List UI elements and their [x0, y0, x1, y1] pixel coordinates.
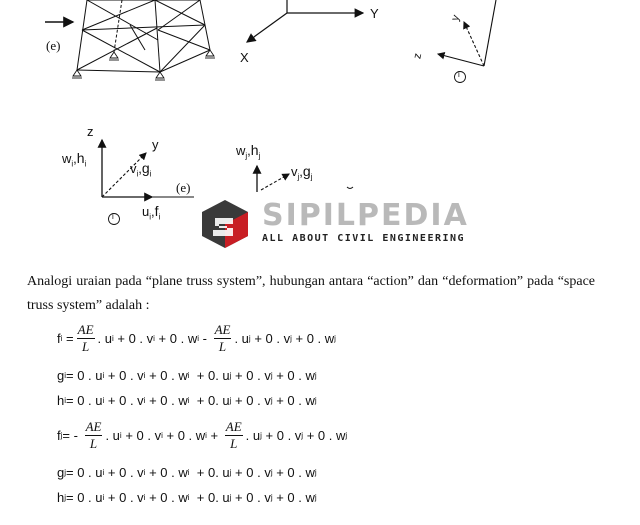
eq-sub: j: [314, 468, 317, 477]
vj-dashed-arrow: [261, 174, 289, 190]
equation-gj: [57, 465, 317, 480]
eq-lhs: f: [57, 331, 61, 346]
eq-term: + 0 . w: [145, 465, 188, 480]
eq-term: = 0 . u: [66, 465, 103, 480]
eq-term: + 0 . v: [113, 331, 154, 346]
node-i-label: i: [112, 212, 114, 221]
equation-fi: [57, 323, 336, 354]
eq-sub: i: [143, 493, 146, 502]
local-z-axis: [438, 54, 484, 66]
frac-num: AE: [214, 322, 231, 337]
node-i-circle: [109, 214, 120, 225]
eq-term: + 0 . v: [231, 490, 271, 505]
eq-operator: +: [206, 428, 222, 443]
eq-sub: i: [143, 396, 146, 405]
frac-num: AE: [85, 419, 102, 434]
eq-sub: j: [270, 396, 273, 405]
eq-lhs-sub: i: [60, 334, 63, 343]
eq-term: + 0 . v: [104, 368, 144, 383]
eq-term: + 0. u: [189, 368, 230, 383]
local-z-label: z: [411, 52, 425, 60]
node-i-circle: [455, 72, 466, 83]
eq-lhs-sub: j: [64, 468, 67, 477]
eq-sub: j: [260, 431, 262, 440]
eq-term: = 0 . u: [66, 368, 103, 383]
z-label: z: [87, 124, 94, 139]
eq-term: + 0 . v: [261, 428, 302, 443]
eq-term: + 0 . w: [154, 331, 198, 346]
eq-lhs-sub: i: [64, 396, 67, 405]
eq-sub: j: [229, 493, 232, 502]
element-e-label: (e): [176, 180, 191, 195]
eq-sub: j: [229, 371, 232, 380]
eq-sub: i: [187, 493, 190, 502]
eq-lhs-sub: j: [60, 431, 63, 440]
eq-lhs: g: [57, 465, 65, 480]
x-axis-arrow: [247, 13, 287, 42]
eq-equals: =: [62, 331, 74, 346]
eq-sub: i: [119, 431, 122, 440]
tower-supports: [72, 50, 215, 80]
eq-sub: i: [187, 468, 190, 477]
eq-lhs: h: [57, 490, 65, 505]
eq-term: + 0. u: [189, 393, 230, 408]
eq-operator: -: [199, 331, 211, 346]
eq-term: + 0 . w: [303, 428, 346, 443]
equation-fj: [57, 420, 347, 451]
paragraph-text: Analogi uraian pada “plane truss system”, hubungan antara “action” dan “deformation” pada “space truss system” adalah :: [27, 274, 595, 313]
tower-frame: [77, 0, 210, 72]
local-x-axis: [484, 0, 496, 66]
frac-num: AE: [77, 322, 94, 337]
eq-sub: j: [229, 468, 232, 477]
y-axis-label: Y: [370, 6, 379, 21]
eq-term: . u: [234, 331, 249, 346]
fraction-ae-l: [225, 420, 243, 451]
eq-term: + 0 . w: [272, 368, 315, 383]
frac-den: L: [81, 339, 90, 354]
watermark-name: SIPILPEDIA: [262, 198, 469, 233]
eq-term: + 0 . v: [250, 331, 291, 346]
eq-term: + 0 . v: [121, 428, 162, 443]
eq-term: + 0 . w: [272, 465, 315, 480]
eq-sub: j: [314, 493, 317, 502]
x-axis-label: X: [240, 50, 249, 65]
wi-hi-label: $w_i,h_i$: [62, 150, 87, 169]
eq-sub: j: [229, 396, 232, 405]
frac-num: AE: [225, 419, 242, 434]
eq-term: + 0 . v: [231, 393, 271, 408]
frac-den: L: [230, 436, 238, 451]
body-paragraph: [27, 270, 595, 318]
eq-sub: j: [290, 334, 292, 343]
vi-gi-label: $v_i,g_i$: [130, 160, 152, 179]
eq-sub: i: [143, 371, 146, 380]
eq-sub: i: [111, 334, 114, 343]
vj-gj-label: $v_j,g_j$: [291, 163, 313, 182]
eq-lhs: g: [57, 368, 65, 383]
eq-lhs: f: [57, 428, 61, 443]
eq-term: + 0 . w: [145, 490, 188, 505]
eq-lhs-sub: i: [64, 371, 67, 380]
eq-sub: j: [248, 334, 251, 343]
eq-term: + 0 . v: [104, 490, 144, 505]
eq-term: + 0 . v: [104, 393, 144, 408]
eq-equals: = -: [62, 428, 82, 443]
eq-sub: i: [102, 493, 105, 502]
eq-term: + 0 . w: [272, 393, 315, 408]
eq-sub: j: [334, 334, 336, 343]
local-y-axis: [464, 22, 484, 66]
sipilpedia-logo-icon: [200, 198, 250, 248]
y-label: y: [152, 137, 159, 152]
eq-sub: j: [314, 371, 317, 380]
eq-term: + 0 . w: [145, 368, 188, 383]
hidden-member: [114, 0, 122, 52]
watermark-tagline: ALL ABOUT CIVIL ENGINEERING: [262, 233, 466, 244]
local-axes-figure: [420, 0, 500, 85]
eq-sub: i: [187, 371, 190, 380]
eq-sub: j: [270, 493, 273, 502]
eq-sub: i: [102, 371, 105, 380]
eq-term: . u: [97, 331, 112, 346]
eq-sub: i: [205, 431, 207, 440]
eq-sub: i: [102, 396, 105, 405]
eq-term: + 0 . v: [231, 368, 271, 383]
equation-hi: [57, 393, 317, 408]
eq-sub: i: [187, 396, 190, 405]
frac-den: L: [89, 436, 98, 451]
eq-term: + 0 . w: [145, 393, 188, 408]
eq-sub: i: [102, 468, 105, 477]
equation-gi: [57, 368, 317, 383]
fraction-ae-l: [214, 323, 232, 354]
frac-den: L: [218, 339, 227, 354]
eq-lhs-sub: j: [64, 493, 67, 502]
fraction-ae-l: [85, 420, 103, 451]
eq-sub: j: [270, 371, 273, 380]
eq-term: . u: [105, 428, 120, 443]
eq-sub: j: [270, 468, 273, 477]
eq-sub: i: [143, 468, 146, 477]
eq-term: + 0. u: [189, 490, 230, 505]
tower-label: (e): [46, 38, 61, 53]
eq-lhs: h: [57, 393, 65, 408]
eq-sub: i: [197, 334, 199, 343]
eq-sub: j: [345, 431, 348, 440]
wj-hj-label: $w_j,h_j$: [236, 142, 261, 161]
eq-term: + 0 . v: [231, 465, 271, 480]
equation-hj: [57, 490, 317, 505]
eq-term: + 0 . v: [104, 465, 144, 480]
truss-tower-figure: [40, 0, 220, 80]
eq-term: + 0 . w: [162, 428, 206, 443]
eq-sub: i: [153, 334, 155, 343]
eq-sub: j: [301, 431, 304, 440]
eq-term: = 0 . u: [66, 393, 103, 408]
eq-term: = 0 . u: [66, 490, 103, 505]
eq-term: + 0. u: [189, 465, 230, 480]
small-mark: [347, 187, 353, 189]
eq-term: + 0 . w: [272, 490, 315, 505]
ui-fi-label: $u_i,f_i$: [142, 203, 161, 222]
eq-sub: j: [314, 396, 317, 405]
node-i-label: i: [458, 70, 460, 79]
global-axes-xy-figure: [235, 0, 385, 60]
eq-sub: i: [161, 431, 163, 440]
fraction-ae-l: [77, 323, 95, 354]
eq-term: . u: [245, 428, 261, 443]
local-y-label: y: [449, 13, 463, 23]
eq-term: + 0 . w: [291, 331, 335, 346]
